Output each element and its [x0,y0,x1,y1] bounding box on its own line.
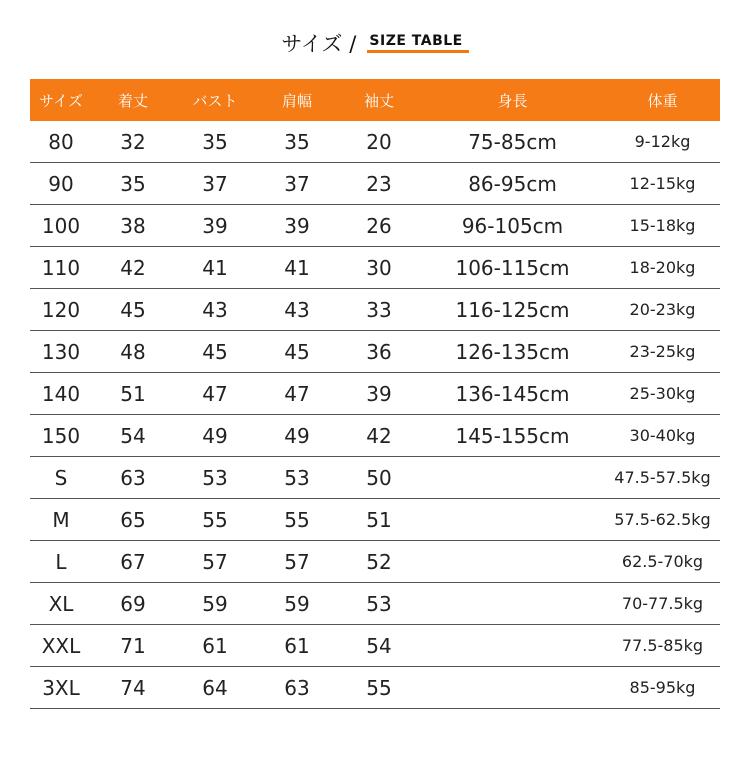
cell-weight: 70-77.5kg [621,594,704,613]
cell-shoulder: 61 [284,633,310,658]
cell-size: 3XL [42,675,80,700]
table-row [30,457,720,499]
table-row [30,499,720,541]
title-english: SIZE TABLE [367,33,468,53]
cell-bust: 47 [202,381,228,406]
cell-bust: 35 [202,129,228,154]
cell-bust: 57 [202,549,228,574]
cell-size: XXL [41,633,81,658]
cell-bust: 45 [202,339,228,364]
cell-height: 86-95cm [468,171,557,196]
cell-length: 45 [120,297,146,322]
cell-size: 140 [41,381,81,406]
cell-weight: 47.5-57.5kg [614,468,711,487]
cell-weight: 9-12kg [634,132,691,151]
cell-sleeve: 51 [366,507,392,532]
cell-size: 120 [41,297,81,322]
cell-sleeve: 52 [366,549,392,574]
table-body [30,121,720,709]
cell-weight: 77.5-85kg [621,636,704,655]
table-row [30,541,720,583]
table-row [30,247,720,289]
table-row [30,415,720,457]
cell-height: 96-105cm [461,213,564,238]
cell-size: 130 [41,339,81,364]
table-row [30,163,720,205]
cell-shoulder: 57 [284,549,310,574]
cell-size: L [55,549,67,574]
cell-bust: 43 [202,297,228,322]
table-row [30,205,720,247]
cell-sleeve: 20 [366,129,392,154]
cell-bust: 53 [202,465,228,490]
cell-weight: 57.5-62.5kg [614,510,711,529]
table-header [30,79,720,121]
cell-shoulder: 45 [284,339,310,364]
header-height: 身長 [497,91,528,110]
cell-length: 35 [120,171,146,196]
table-row [30,667,720,709]
cell-shoulder: 49 [284,423,310,448]
cell-length: 38 [120,213,146,238]
cell-weight: 30-40kg [629,426,696,445]
cell-shoulder: 53 [284,465,310,490]
cell-sleeve: 53 [366,591,392,616]
header-shoulder: 肩幅 [281,91,312,110]
cell-shoulder: 35 [284,129,310,154]
page-title [0,28,750,64]
cell-sleeve: 26 [366,213,392,238]
cell-shoulder: 41 [284,255,310,280]
cell-sleeve: 39 [366,381,392,406]
cell-shoulder: 63 [284,675,310,700]
cell-size: 100 [41,213,81,238]
cell-length: 63 [120,465,146,490]
cell-length: 65 [120,507,146,532]
cell-height: 116-125cm [455,297,570,322]
cell-shoulder: 55 [284,507,310,532]
cell-sleeve: 36 [366,339,392,364]
cell-size: M [52,507,70,532]
cell-weight: 18-20kg [629,258,696,277]
cell-bust: 64 [202,675,228,700]
cell-shoulder: 39 [284,213,310,238]
cell-shoulder: 43 [284,297,310,322]
cell-length: 51 [120,381,146,406]
table-row [30,373,720,415]
cell-length: 74 [120,675,146,700]
cell-length: 69 [120,591,146,616]
cell-length: 67 [120,549,146,574]
cell-sleeve: 30 [366,255,392,280]
cell-bust: 41 [202,255,228,280]
table-row [30,625,720,667]
cell-shoulder: 37 [284,171,310,196]
cell-sleeve: 55 [366,675,392,700]
cell-sleeve: 23 [366,171,392,196]
header-weight: 体重 [647,91,678,110]
cell-weight: 62.5-70kg [621,552,704,571]
cell-length: 48 [120,339,146,364]
cell-sleeve: 54 [366,633,392,658]
cell-size: S [54,465,68,490]
header-size: サイズ [39,91,83,110]
cell-bust: 59 [202,591,228,616]
size-table [30,79,720,709]
cell-weight: 25-30kg [629,384,696,403]
cell-bust: 49 [202,423,228,448]
cell-height: 136-145cm [455,381,570,406]
table-row [30,583,720,625]
cell-weight: 23-25kg [629,342,696,361]
cell-length: 54 [120,423,146,448]
cell-weight: 20-23kg [629,300,696,319]
cell-size: 80 [48,129,74,154]
cell-weight: 12-15kg [629,174,696,193]
table-row [30,331,720,373]
title-japanese: サイズ / [281,32,357,56]
cell-height: 145-155cm [455,423,570,448]
cell-bust: 37 [202,171,228,196]
cell-height: 75-85cm [468,129,557,154]
cell-bust: 55 [202,507,228,532]
cell-shoulder: 47 [284,381,310,406]
table-row [30,289,720,331]
cell-length: 71 [120,633,146,658]
cell-height: 126-135cm [455,339,570,364]
cell-bust: 61 [202,633,228,658]
cell-weight: 15-18kg [629,216,696,235]
cell-size: 150 [41,423,81,448]
header-length: 着丈 [117,91,148,110]
cell-size: 90 [48,171,74,196]
table-row [30,121,720,163]
cell-size: 110 [41,255,81,280]
cell-length: 42 [120,255,146,280]
header-sleeve: 袖丈 [363,91,394,110]
cell-sleeve: 33 [366,297,392,322]
cell-shoulder: 59 [284,591,310,616]
cell-bust: 39 [202,213,228,238]
cell-sleeve: 50 [366,465,392,490]
cell-height: 106-115cm [455,255,570,280]
cell-sleeve: 42 [366,423,392,448]
cell-length: 32 [120,129,146,154]
cell-weight: 85-95kg [629,678,696,697]
cell-size: XL [48,591,74,616]
header-bust: バスト [192,91,238,110]
